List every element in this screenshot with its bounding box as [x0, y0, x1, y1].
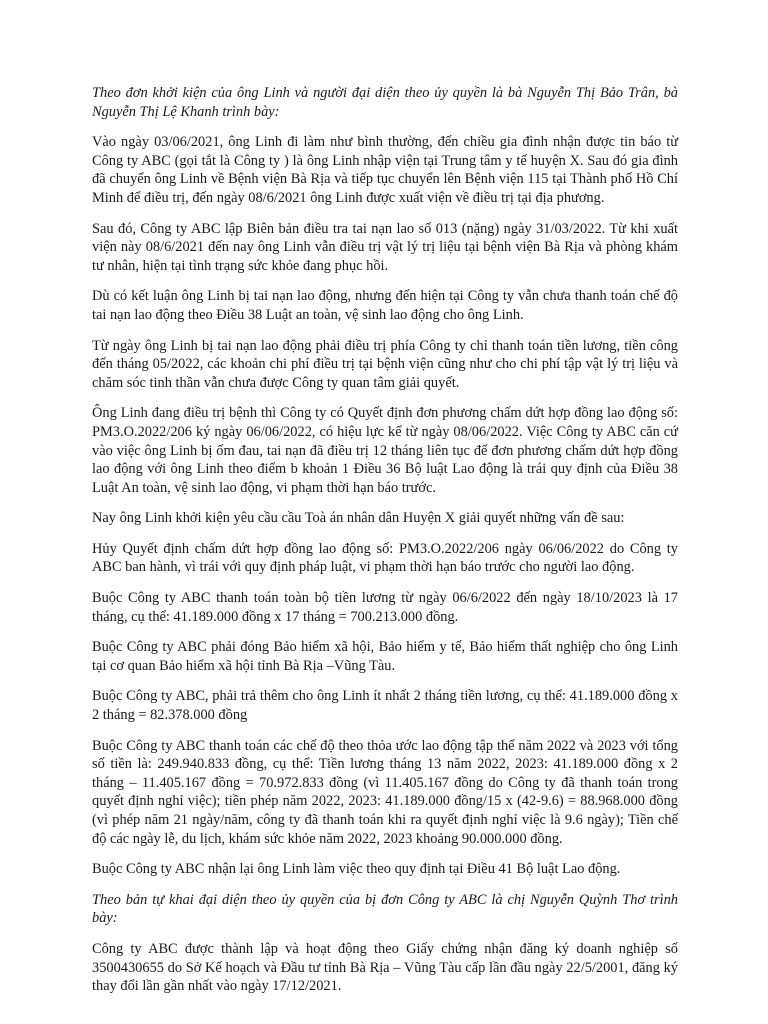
claim-collective-agreement: Buộc Công ty ABC thanh toán các chế độ theo thỏa ước lao động tập thể năm 2022 và 2023 với tổng số tiền là: 249.940.833 đồng, cụ thể: Tiền lương tháng 13 năm 2022, 2023: 41.189.000 đồng x 2 tháng – 11.405.167 đồng = 70.972.833 đồng (vì 11.405.167 đồng do Công ty đã thanh toán trong quyết định nghỉ việc); tiền phép năm 2022, 2023: 41.189.000 đồng/15 x (42-9.6) = 88.968.000 đồng (vì phép năm 21 ngày/năm, công ty đã thanh toán khi ra quyết định nghỉ việc là 9.6 ngày); Tiền chế độ các ngày lễ, du lịch, khám sức khỏe năm 2022, 2023 khoảng 90.000.000 đồng.: [92, 737, 678, 847]
document-page: [92, 84, 678, 1008]
claim-extra-salary: Buộc Công ty ABC, phải trả thêm cho ông Linh ít nhất 2 tháng tiền lương, cụ thể: 41.189.000 đồng x 2 tháng = 82.378.000 đồng: [92, 688, 678, 724]
defendant-statement-heading: Theo bản tự khai đại diện theo ủy quyền của bị đơn Công ty ABC là chị Nguyễn Quỳnh Thơ trình bày:: [92, 891, 678, 927]
paragraph-incident: Vào ngày 03/06/2021, ông Linh đi làm như bình thường, đến chiều gia đình nhận được tin báo từ Công ty ABC (gọi tắt là Công ty ) là ông Linh nhập viện tại Trung tâm y tế huyện X. Sau đó gia đình đã chuyển ông Linh về Bệnh viện Bà Rịa và tiếp tục chuyển lên Bệnh viện 115 tại Thành phố Hồ Chí Minh để điều trị, đến ngày 08/6/2021 ông Linh được xuất viện về điều trị tại địa phương.: [92, 134, 678, 206]
paragraph-lawsuit-intro: Nay ông Linh khởi kiện yêu cầu cầu Toà án nhân dân Huyện X giải quyết những vấn đề sau:: [92, 510, 625, 527]
paragraph-investigation-report: Sau đó, Công ty ABC lập Biên bản điều tra tai nạn lao số 013 (nặng) ngày 31/03/2022. Từ khi xuất viện này 08/6/2021 đến nay ông Linh vẫn điều trị vật lý trị liệu tại bệnh viện Bà Rịa và phòng khám tư nhân, hiện tại tình trạng sức khỏe đang phục hồi.: [92, 220, 678, 274]
plaintiff-statement-heading: Theo đơn khởi kiện của ông Linh và người đại diện theo ủy quyền là bà Nguyễn Thị Bảo Trân, bà Nguyễn Thị Lệ Khanh trình bày:: [92, 85, 678, 120]
claim-insurance: Buộc Công ty ABC phải đóng Bảo hiểm xã hội, Bảo hiểm y tế, Bảo hiểm thất nghiệp cho ông Linh tại cơ quan Bảo hiểm xã hội tỉnh Bà Rịa –Vũng Tàu.: [92, 639, 678, 674]
paragraph-company-registration: Công ty ABC được thành lập và hoạt động theo Giấy chứng nhận đăng ký doanh nghiệp số 3500430655 do Sở Kế hoạch và Đầu tư tỉnh Bà Rịa – Vũng Tàu cấp lần đầu ngày 22/5/2001, đăng ký thay đổi lần gần nhất vào ngày 17/12/2021.: [92, 940, 678, 995]
paragraph-treatment-costs: Từ ngày ông Linh bị tai nạn lao động phải điều trị phía Công ty chỉ thanh toán tiền lương, tiền công đến tháng 05/2022, các khoản chi phí điều trị tại bệnh viện cũng như cho chi phí tập vật lý trị liệu và chăm sóc tinh thần vẫn chưa được Công ty quan tâm giải quyết.: [92, 337, 678, 391]
claim-cancel-decision: Hủy Quyết định chấm dứt hợp đồng lao động số: PM3.O.2022/206 ngày 06/06/2022 do Công ty ABC ban hành, vì trái với quy định pháp luật, vi phạm thời hạn báo trước cho người lao động.: [92, 540, 678, 576]
paragraph-unpaid-benefits: Dù có kết luận ông Linh bị tai nạn lao động, nhưng đến hiện tại Công ty vẫn chưa thanh toán chế độ tai nạn lao động theo Điều 38 Luật an toàn, vệ sinh lao động cho ông Linh.: [92, 288, 678, 323]
claim-back-pay: Buộc Công ty ABC thanh toán toàn bộ tiền lương từ ngày 06/6/2022 đến ngày 18/10/2023 là 17 tháng, cụ thể: 41.189.000 đồng x 17 tháng = 700.213.000 đồng.: [92, 590, 678, 625]
claim-reinstatement: Buộc Công ty ABC nhận lại ông Linh làm việc theo quy định tại Điều 41 Bộ luật Lao động.: [92, 861, 621, 878]
paragraph-termination-decision: Ông Linh đang điều trị bệnh thì Công ty có Quyết định đơn phương chấm dứt hợp đồng lao động số: PM3.O.2022/206 ký ngày 06/06/2022, có hiệu lực kể từ ngày 08/06/2022. Việc Công ty ABC căn cứ vào việc ông Linh bị ốm đau, tai nạn đã điều trị 12 tháng liên tục để đơn phương chấm dứt hợp đồng lao động với ông Linh theo điểm b khoản 1 Điều 36 Bộ luật Lao động là trái quy định của Điều 38 Luật An toàn, vệ sinh lao động, vi phạm thời hạn báo trước.: [92, 405, 678, 496]
